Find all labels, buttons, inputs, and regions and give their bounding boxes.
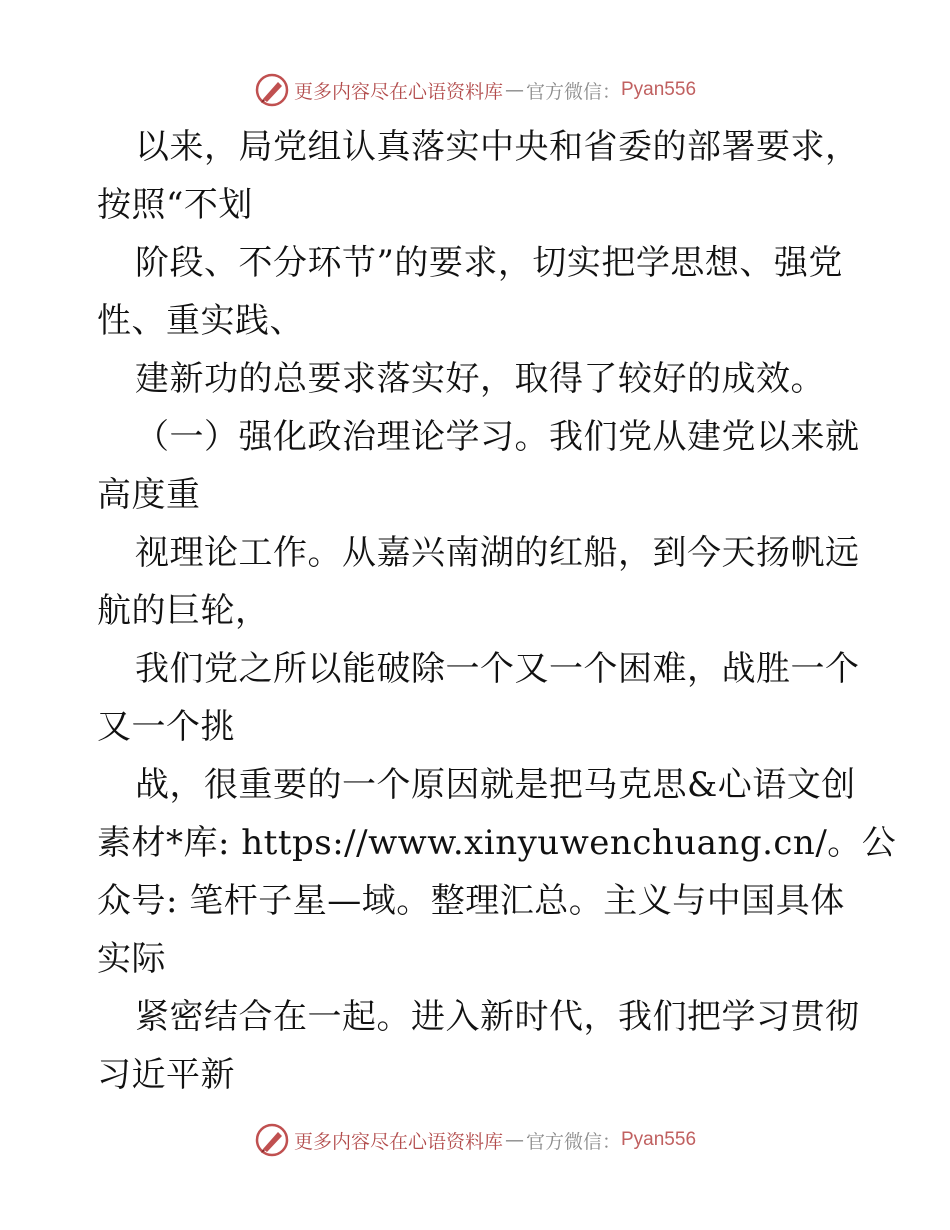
pen-logo-icon bbox=[254, 1122, 290, 1158]
text-line: 建新功的总要求落实好，取得了较好的成效。 bbox=[135, 359, 825, 399]
text-line: 以来，局党组认真落实中央和省委的部署要求， bbox=[135, 127, 860, 167]
watermark-brand: 官方微信： bbox=[525, 1130, 621, 1153]
watermark-brand: 官方微信： bbox=[525, 80, 621, 103]
text-line: 习近平新 bbox=[97, 1055, 235, 1095]
watermark-separator: — bbox=[504, 79, 524, 101]
watermark-text: 更多内容尽在心语资料库 bbox=[293, 1130, 503, 1153]
url-line: 素材*库: https://www.xinyuwenchuang.cn/。公 bbox=[97, 823, 897, 863]
watermark-id: Pyan556 bbox=[621, 79, 697, 100]
watermark-id: Pyan556 bbox=[621, 1129, 697, 1150]
text-line: 航的巨轮， bbox=[97, 591, 270, 631]
text-line: 我们党之所以能破除一个又一个困难，战胜一个 bbox=[135, 649, 860, 689]
watermark-text: 更多内容尽在心语资料库 bbox=[293, 80, 503, 103]
text-line: 阶段、不分环节”的要求，切实把学思想、强党 bbox=[135, 243, 843, 283]
text-line: 紧密结合在一起。进入新时代，我们把学习贯彻 bbox=[135, 997, 860, 1037]
text-line: 高度重 bbox=[97, 475, 201, 515]
text-line: 视理论工作。从嘉兴南湖的红船，到今天扬帆远 bbox=[135, 533, 860, 573]
footer-watermark bbox=[0, 1122, 950, 1158]
document-body bbox=[97, 118, 897, 1104]
text-line: 实际 bbox=[97, 939, 166, 979]
text-line: 众号: 笔杆子星—域。整理汇总。主义与中国具体 bbox=[97, 881, 845, 921]
header-watermark bbox=[0, 72, 950, 108]
watermark-separator: — bbox=[504, 1129, 524, 1151]
section-heading-line: （一）强化政治理论学习。我们党从建党以来就 bbox=[135, 417, 860, 457]
pen-logo-icon bbox=[254, 72, 290, 108]
text-line: 又一个挑 bbox=[97, 707, 235, 747]
text-line: 按照“不划 bbox=[97, 185, 253, 225]
text-line: 战，很重要的一个原因就是把马克思&心语文创 bbox=[135, 765, 856, 805]
text-line: 性、重实践、 bbox=[97, 301, 304, 341]
